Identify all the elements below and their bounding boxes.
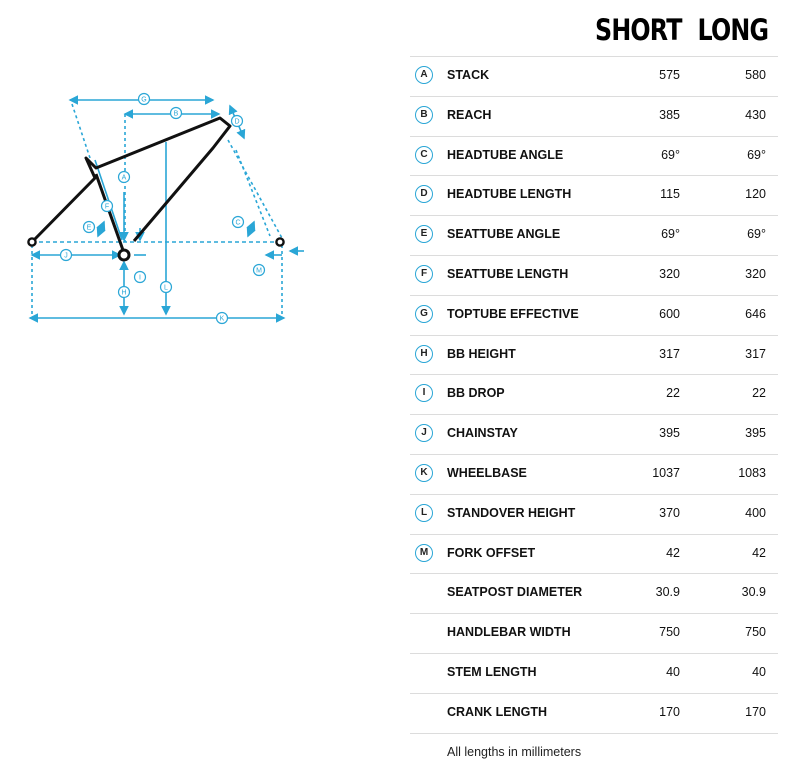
diagram-label-b (171, 108, 182, 119)
row-badge: F (415, 265, 433, 283)
diagram-label-k (217, 313, 228, 324)
diagram-label-c (233, 217, 244, 228)
value-short: 30.9 (655, 585, 680, 600)
table-row (410, 255, 778, 295)
row-badge: C (415, 146, 433, 164)
value-long: 42 (752, 545, 766, 560)
table-row (410, 534, 778, 574)
row-badge: J (415, 424, 433, 442)
value-long: 69° (747, 147, 766, 162)
svg-text:B: B (173, 110, 179, 118)
value-short: 320 (659, 266, 680, 281)
diagram-label-i (135, 272, 146, 283)
row-badge: K (415, 464, 433, 482)
row-label: FORK OFFSET (447, 545, 536, 560)
svg-text:K: K (219, 315, 225, 323)
diagram-label-m (254, 265, 265, 276)
column-header-short: SHORT (595, 13, 682, 47)
table-row (410, 414, 778, 454)
table-row (410, 374, 778, 414)
value-short: 317 (659, 346, 680, 361)
row-label: BB DROP (447, 386, 505, 401)
table-row (410, 494, 778, 534)
value-long: 400 (745, 505, 766, 520)
svg-text:H: H (121, 289, 127, 297)
diagram-label-g (139, 94, 150, 105)
value-short: 40 (666, 664, 680, 679)
value-short: 115 (660, 187, 680, 202)
value-long: 320 (745, 266, 766, 281)
table-row (410, 56, 778, 96)
svg-text:F: F (104, 203, 110, 211)
front-axle (276, 238, 283, 245)
value-long: 30.9 (741, 585, 766, 600)
value-short: 600 (659, 306, 680, 321)
value-short: 750 (659, 625, 680, 640)
table-row (410, 573, 778, 613)
row-label: TOPTUBE EFFECTIVE (447, 306, 579, 321)
value-long: 40 (752, 664, 766, 679)
frame-geometry-diagram (20, 85, 320, 335)
row-label: HEADTUBE LENGTH (447, 187, 572, 202)
diagram-label-a (119, 172, 130, 183)
value-long: 69° (747, 227, 766, 242)
table-row (410, 653, 778, 693)
table-row (410, 454, 778, 494)
row-badge: A (415, 66, 433, 84)
svg-text:A: A (121, 174, 127, 182)
footnote: All lengths in millimeters (447, 745, 582, 759)
row-badge: H (415, 345, 433, 363)
row-label: CRANK LENGTH (447, 704, 547, 719)
row-badge: E (415, 225, 433, 243)
diagram-label-e (84, 222, 95, 233)
value-short: 22 (666, 386, 680, 401)
value-short: 395 (659, 426, 680, 441)
row-label: STEM LENGTH (447, 664, 537, 679)
table-row (410, 693, 778, 734)
table-row (410, 175, 778, 215)
row-label: HANDLEBAR WIDTH (447, 625, 571, 640)
svg-text:G: G (141, 96, 147, 104)
table-row (410, 295, 778, 335)
row-label: STACK (447, 68, 490, 82)
svg-text:J: J (64, 252, 68, 260)
value-short: 370 (659, 505, 680, 520)
value-long: 22 (752, 386, 766, 401)
table-row (410, 613, 778, 653)
diagram-label-f (102, 201, 113, 212)
table-row (410, 335, 778, 375)
row-label: SEATTUBE ANGLE (447, 227, 561, 242)
table-row (410, 215, 778, 255)
diagram-label-h (119, 287, 130, 298)
bike-frame (32, 118, 230, 253)
value-short: 1037 (652, 465, 680, 480)
row-badge: I (415, 384, 433, 402)
row-label: SEATTUBE LENGTH (447, 266, 569, 281)
row-label: HEADTUBE ANGLE (447, 147, 564, 162)
diagram-label-l (161, 282, 172, 293)
rear-axle (28, 238, 35, 245)
svg-text:M: M (256, 267, 262, 275)
table-row (410, 136, 778, 176)
value-long: 430 (745, 107, 766, 122)
value-short: 170 (659, 704, 680, 719)
row-badge: L (415, 504, 433, 522)
svg-text:L: L (164, 284, 168, 292)
svg-text:I: I (139, 274, 141, 282)
row-label: STANDOVER HEIGHT (447, 505, 576, 520)
value-short: 42 (666, 545, 680, 560)
value-short: 69° (661, 147, 680, 162)
row-badge: M (415, 544, 433, 562)
diagram-label-d (232, 116, 243, 127)
diagram-label-j (61, 250, 72, 261)
value-long: 580 (745, 68, 766, 82)
row-label: WHEELBASE (447, 465, 527, 480)
value-short: 385 (659, 107, 680, 122)
bottom-bracket (119, 250, 129, 260)
value-long: 317 (745, 346, 766, 361)
value-long: 646 (745, 306, 766, 321)
svg-text:D: D (234, 118, 240, 126)
row-label: REACH (447, 107, 492, 122)
table-row (410, 96, 778, 136)
value-long: 120 (745, 187, 766, 202)
row-badge: B (415, 106, 433, 124)
column-header-long: LONG (697, 13, 768, 47)
geometry-table (410, 56, 778, 734)
row-label: SEATPOST DIAMETER (447, 585, 583, 600)
row-badge: D (415, 185, 433, 203)
svg-text:C: C (235, 219, 241, 227)
svg-text:E: E (86, 224, 92, 232)
row-label: BB HEIGHT (447, 346, 516, 361)
row-label: CHAINSTAY (447, 426, 518, 441)
value-short: 69° (661, 227, 680, 242)
row-badge: G (415, 305, 433, 323)
value-short: 575 (659, 68, 680, 82)
value-long: 170 (745, 704, 766, 719)
value-long: 750 (745, 625, 766, 640)
value-long: 1083 (738, 465, 766, 480)
value-long: 395 (745, 426, 766, 441)
